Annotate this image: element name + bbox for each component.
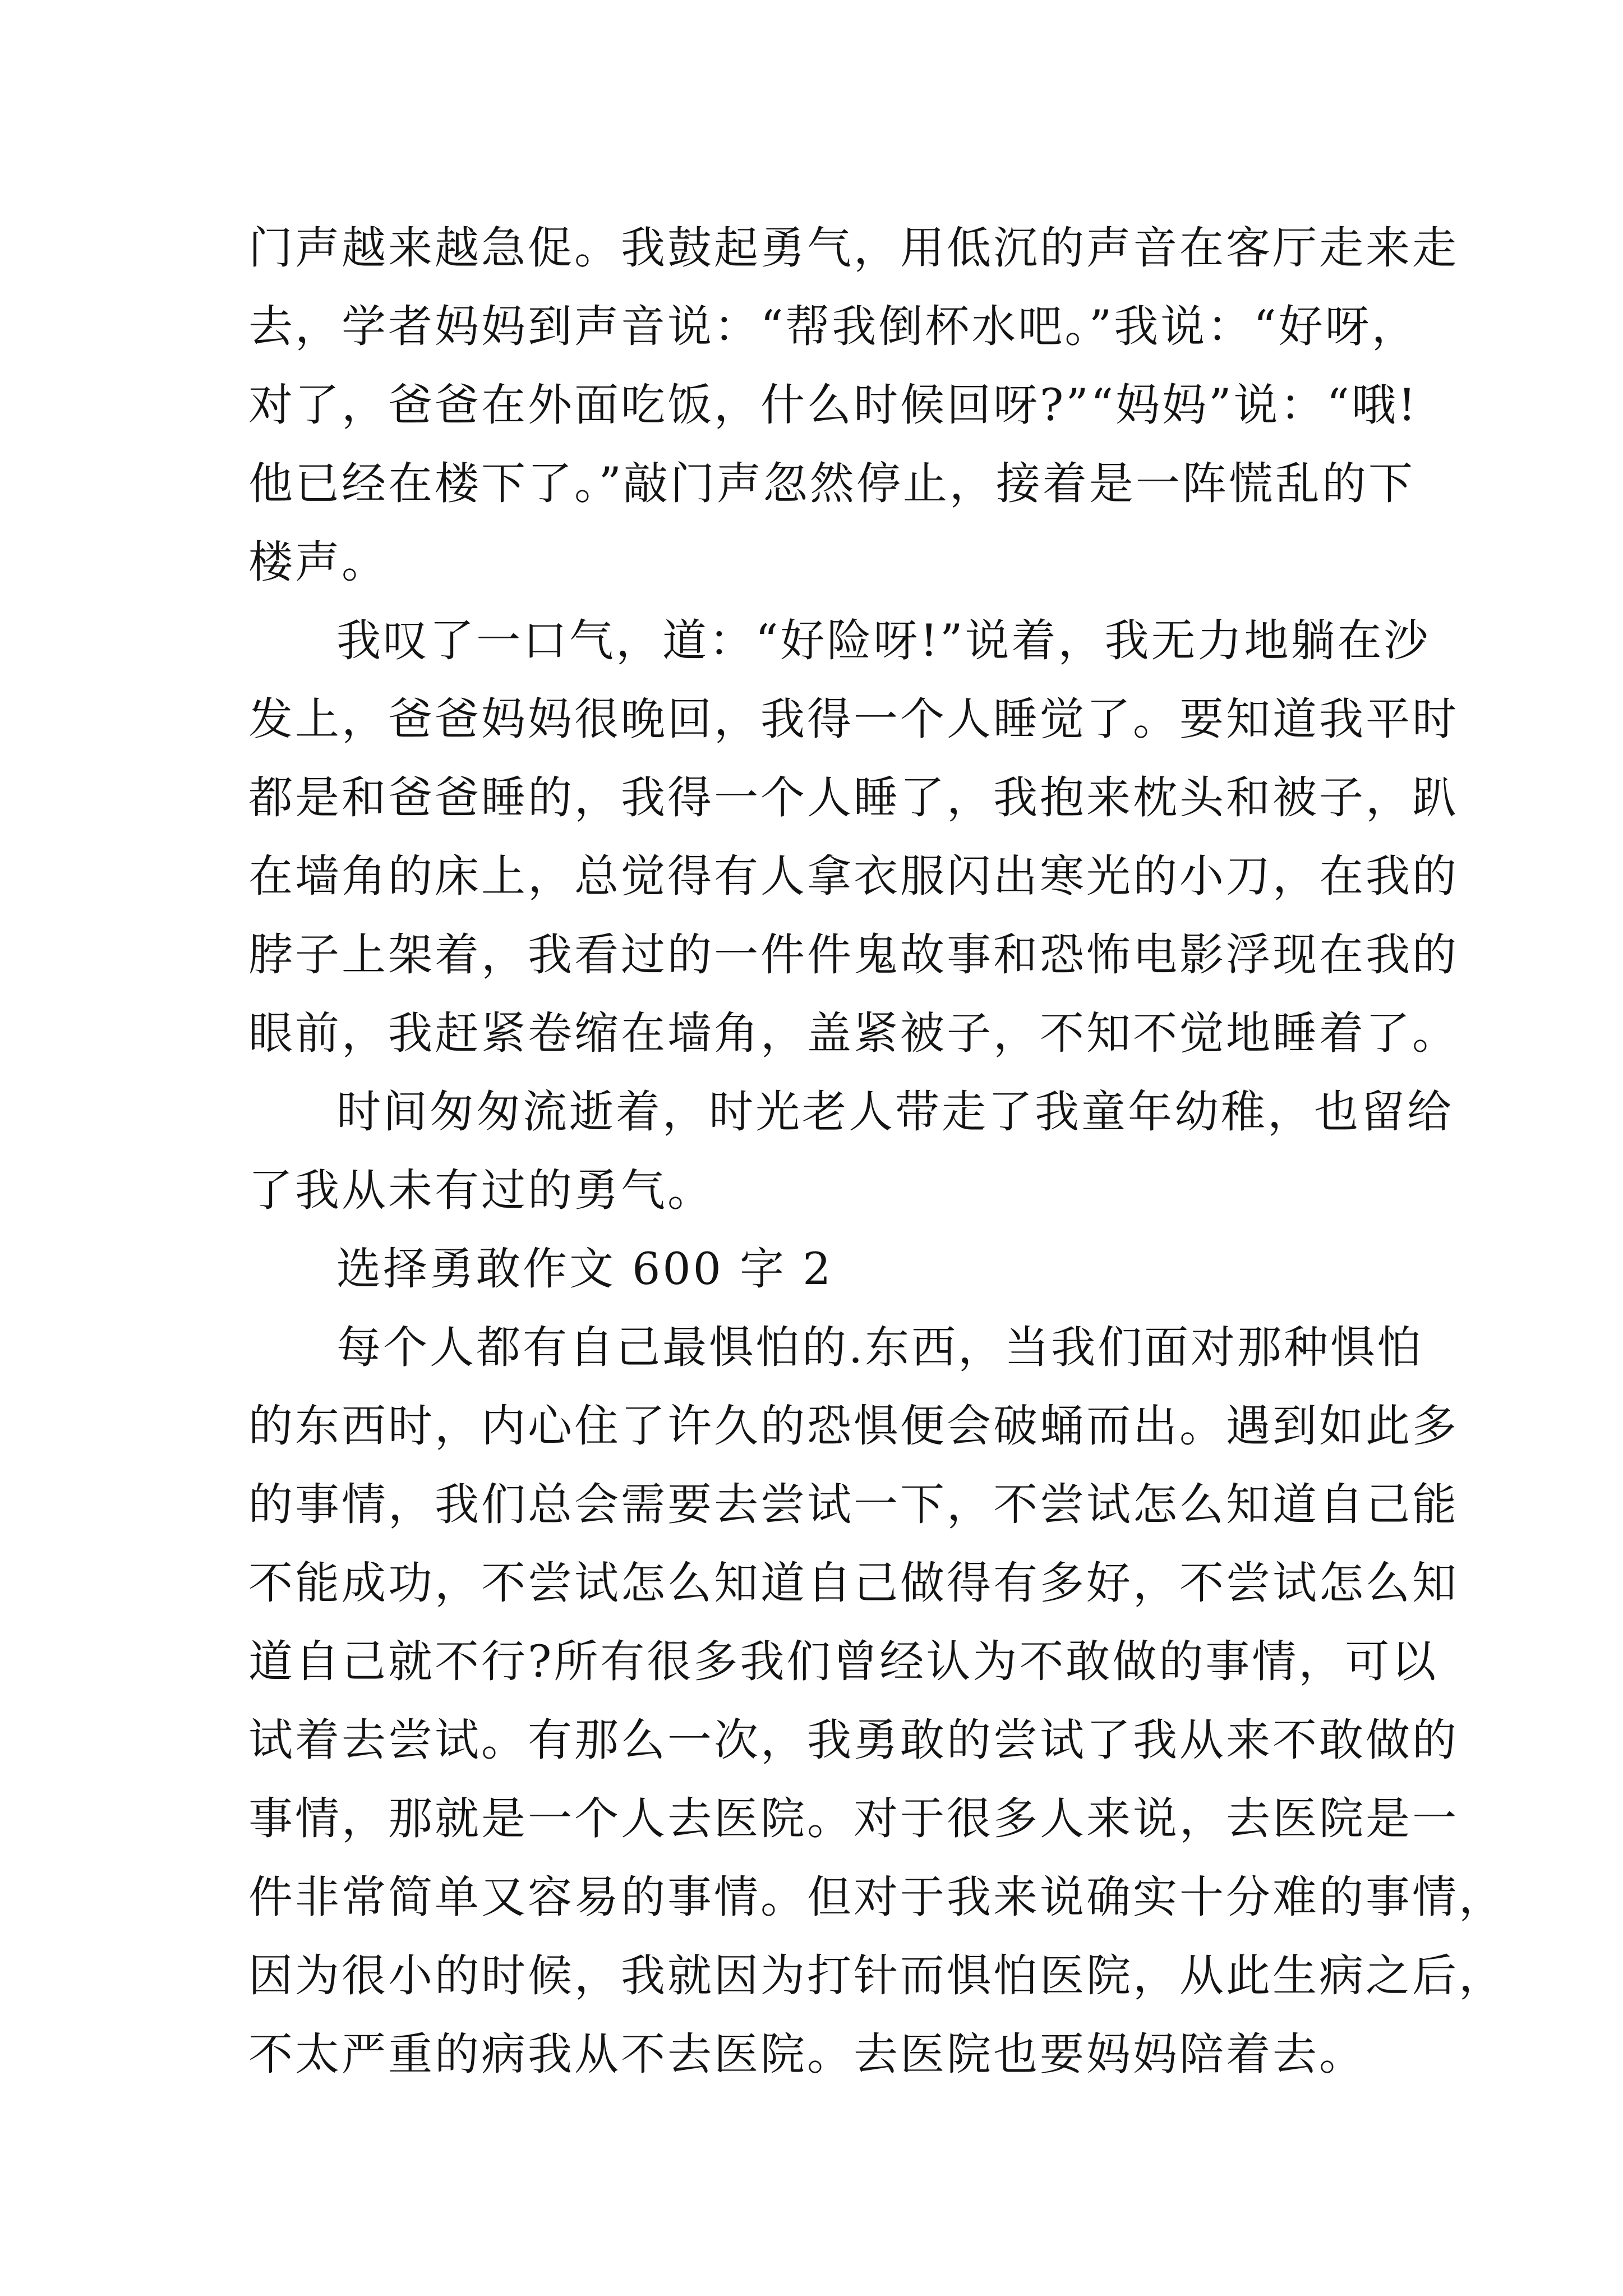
text-line: 因为很小的时候，我就因为打针而惧怕医院，从此生病之后， [248, 1950, 1505, 2001]
text-line: 脖子上架着，我看过的一件件鬼故事和恐怖电影浮现在我的 [248, 929, 1459, 981]
text-line: 发上，爸爸妈妈很晚回，我得一个人睡觉了。要知道我平时 [248, 693, 1459, 745]
text-line: 的事情，我们总会需要去尝试一下，不尝试怎么知道自己能 [248, 1479, 1459, 1530]
text-line: 试着去尝试。有那么一次，我勇敢的尝试了我从来不敢做的 [248, 1714, 1459, 1766]
text-line: 不太严重的病我从不去医院。去医院也要妈妈陪着去。 [248, 2028, 1366, 2080]
text-line: 不能成功，不尝试怎么知道自己做得有多好，不尝试怎么知 [248, 1557, 1459, 1609]
text-line: 都是和爸爸睡的，我得一个人睡了，我抱来枕头和被子，趴 [248, 772, 1459, 823]
text-line: 门声越来越急促。我鼓起勇气，用低沉的声音在客厅走来走 [248, 222, 1459, 274]
text-line: 事情，那就是一个人去医院。对于很多人来说，去医院是一 [248, 1793, 1459, 1844]
text-line: 道自己就不行?所有很多我们曾经认为不敢做的事情，可以 [248, 1636, 1438, 1687]
text-line: 我叹了一口气，道：“好险呀!”说着，我无力地躺在沙 [336, 615, 1431, 666]
text-line: 眼前，我赶紧卷缩在墙角，盖紧被子，不知不觉地睡着了。 [248, 1007, 1459, 1059]
text-line: 他已经在楼下了。”敲门声忽然停止，接着是一阵慌乱的下 [248, 458, 1415, 509]
text-line: 件非常简单又容易的事情。但对于我来说确实十分难的事情， [248, 1871, 1505, 1923]
text-line: 对了，爸爸在外面吃饭，什么时候回呀?”“妈妈”说：“哦! [248, 379, 1418, 431]
text-line: 了我从未有过的勇气。 [248, 1165, 714, 1216]
text-line: 在墙角的床上，总觉得有人拿衣服闪出寒光的小刀，在我的 [248, 850, 1459, 902]
section-heading: 选择勇敢作文 600 字 2 [336, 1243, 833, 1295]
text-line: 去，学者妈妈到声音说：“帮我倒杯水吧。”我说：“好呀， [248, 301, 1418, 352]
text-line: 楼声。 [248, 536, 388, 588]
text-line: 每个人都有自己最惧怕的.东西，当我们面对那种惧怕 [336, 1322, 1424, 1373]
text-line: 的东西时，内心住了许久的恐惧便会破蛹而出。遇到如此多 [248, 1400, 1459, 1452]
text-line: 时间匆匆流逝着，时光老人带走了我童年幼稚，也留给 [336, 1086, 1454, 1138]
